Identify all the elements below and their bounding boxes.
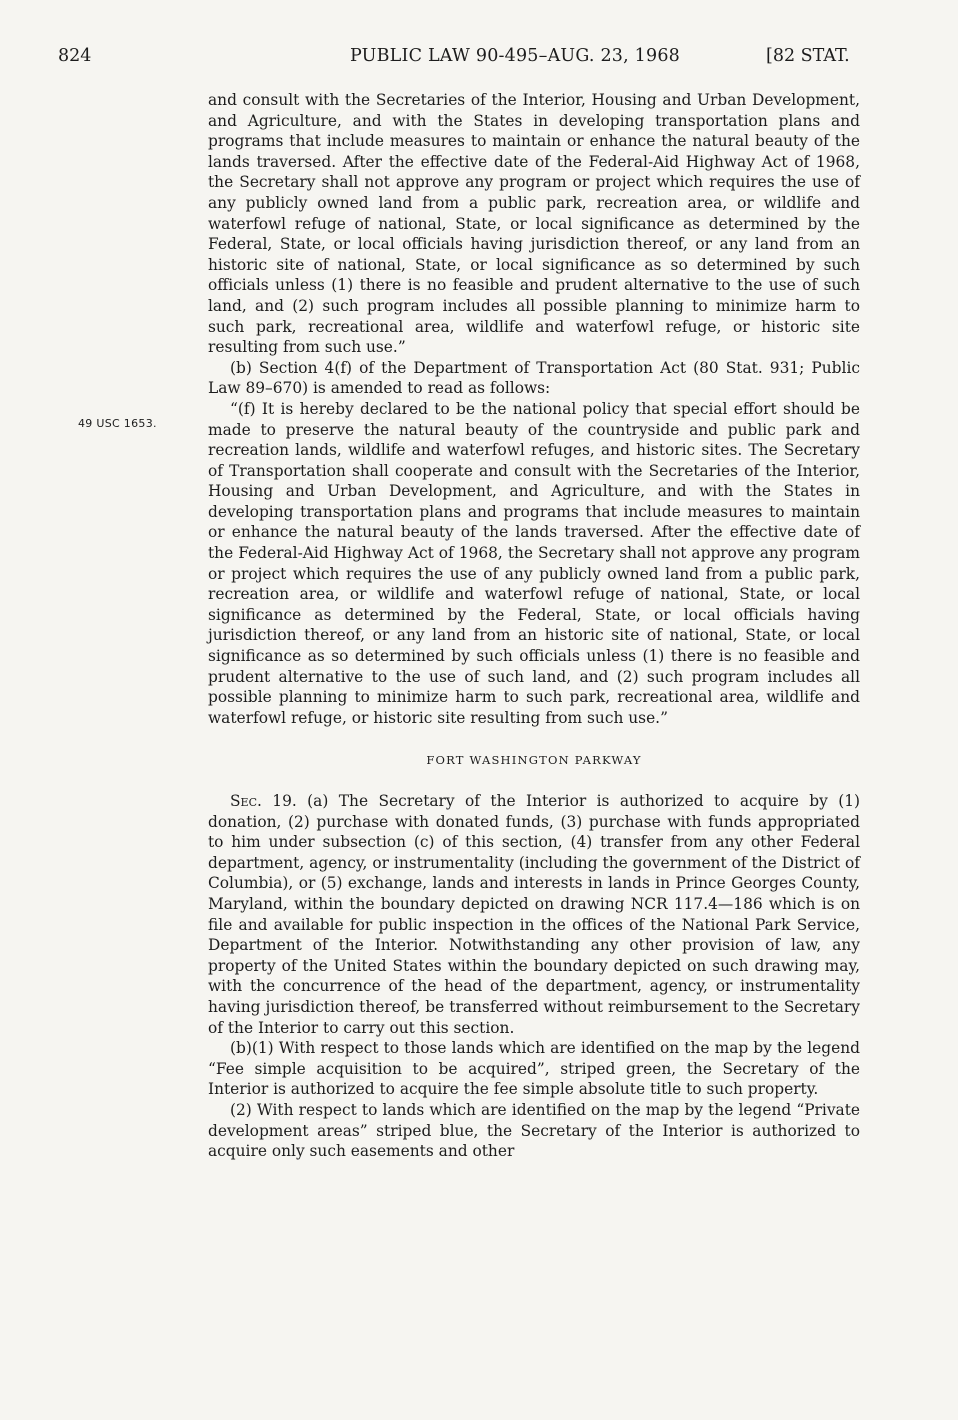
paragraph-quoted-section-f: “(f) It is hereby declared to be the national policy that special effort should be made to preserve the natural beauty of the countryside and public park and recreation lands, wildlife and waterfowl refuges, and historic sites. The Secretary of Transportation shall cooperate and consult with the Secretaries of the Interior, Housing and Urban Development, and Agriculture, and with the States in developing transportation plans and programs that include measures to maintain or enhance the natural beauty of the lands traversed. After the effective date of the Federal-Aid Highway Act of 1968, the Secretary shall not approve any program or project which requires the use of any publicly owned land from a public park, recreation area, or wildlife and waterfowl refuge of national, State, or local significance as determined by the Federal, State, or local officials having jurisdiction thereof, or any land from an historic site of national, State, or local significance as so determined by such officials unless (1) there is no feasible and prudent alternative to the use of such land, and (2) such program includes all possible planning to minimize harm to such park, recreational area, wildlife and waterfowl refuge, or historic site resulting from such use.” bbox=[208, 399, 860, 727]
paragraph-sec-19a bbox=[208, 791, 860, 1038]
paragraph-section-4f-amendment: (b) Section 4(f) of the Department of Transportation Act (80 Stat. 931; Public Law 89–670) is amended to read as follows: bbox=[208, 358, 860, 398]
page-number: 824 bbox=[58, 46, 92, 66]
paragraph-sec-19b2: (2) With respect to lands which are identified on the map by the legend “Private development areas” striped blue, the Secretary of the Interior is authorized to acquire only such easements and other bbox=[208, 1100, 860, 1161]
paragraph-continuation: and consult with the Secretaries of the Interior, Housing and Urban Development, and Agriculture, and with the States in developing transportation plans and programs that include measures to maintain or enhance the natural beauty of the lands traversed. After the effective date of the Federal-Aid Highway Act of 1968, the Secretary shall not approve any program or project which requires the use of any publicly owned land from a public park, recreation area, or wildlife and waterfowl refuge of national, State, or local significance as determined by the Federal, State, or local officials having jurisdiction thereof, or any land from an historic site of national, State, or local significance as so determined by such officials unless (1) there is no feasible and prudent alternative to the use of such land, and (2) such program includes all possible planning to minimize harm to such park, recreational area, wildlife and waterfowl refuge, or historic site resulting from such use.” bbox=[208, 91, 860, 357]
statute-reference: [82 STAT. bbox=[766, 46, 850, 66]
section-heading: FORT WASHINGTON PARKWAY bbox=[426, 753, 642, 768]
margin-note-citation: 49 USC 1653. bbox=[78, 417, 157, 430]
section-label: Sec. bbox=[230, 792, 262, 810]
document-body bbox=[208, 90, 860, 1162]
page-header bbox=[0, 46, 958, 72]
paragraph-sec-19b1: (b)(1) With respect to those lands which are identified on the map by the legend “Fee simple acquisition to be acquired”, striped green, the Secretary of the Interior is authorized to acquire the fee simple absolute title to such property. bbox=[208, 1039, 860, 1099]
running-title: PUBLIC LAW 90-495–AUG. 23, 1968 bbox=[350, 46, 680, 66]
paragraph-sec-19a-text: 19. (a) The Secretary of the Interior is authorized to acquire by (1) donation, (2) purchase with donated funds, (3) purchase with funds appropriated to him under subsection (c) of this section, (4) transfer from any other Federal department, agency, or instrumentality (including the government of the District of Columbia), or (5) exchange, lands and interests in lands in Prince Georges County, Maryland, within the boundary depicted on drawing NCR 117.4—186 which is on file and available for public inspection in the offices of the National Park Service, Department of the Interior. Notwithstanding any other provision of law, any property of the United States within the boundary depicted on such drawing may, with the concurrence of the head of the department, agency, or instrumentality having jurisdiction thereof, be transferred without reimbursement to the Secretary of the Interior to carry out this section. bbox=[208, 792, 860, 1037]
